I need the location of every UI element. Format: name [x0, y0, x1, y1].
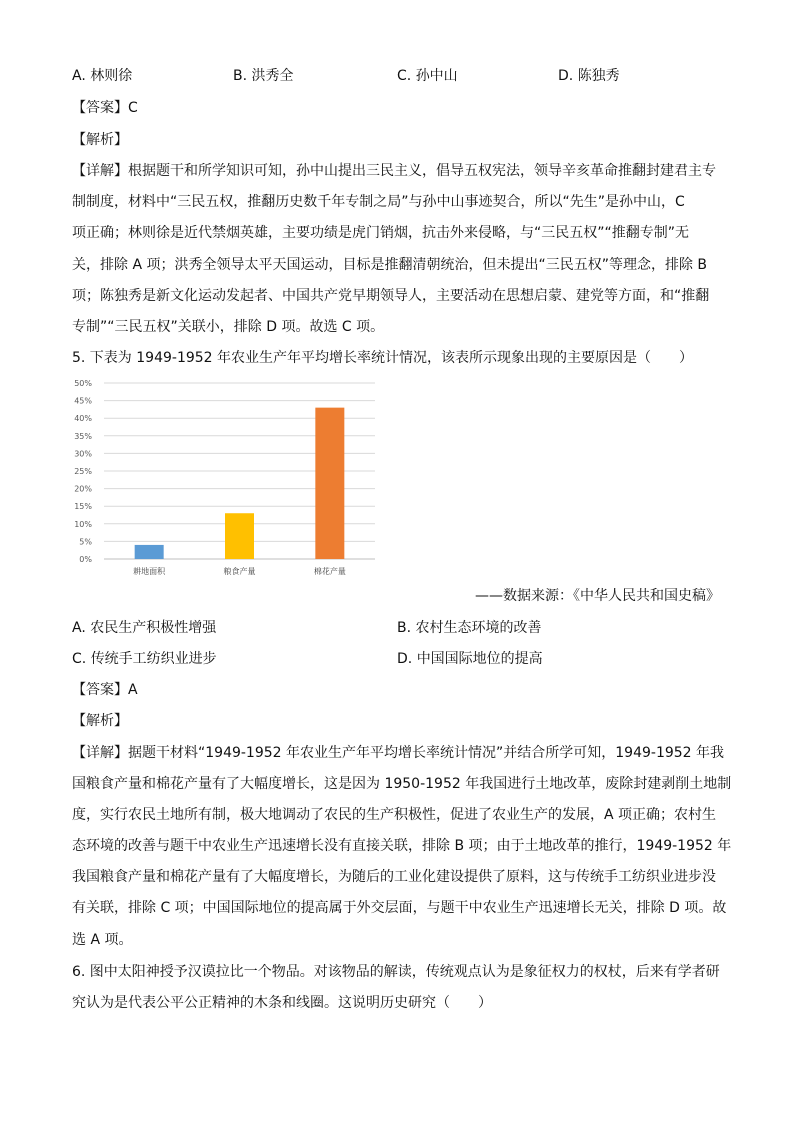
q5-stem: 5. 下表为 1949-1952 年农业生产年平均增长率统计情况，该表所示现象出现的主要原因是（ ） — [72, 350, 694, 366]
chart-y-axis — [74, 379, 92, 564]
chart-y-tick-label: 25% — [74, 467, 92, 476]
q5-detail-line: 我国粮食产量和棉花产量有了大幅度增长，为随后的工业化建设提供了原料，这与传统手工纺织业进步没 — [72, 869, 716, 885]
q6-stem-line: 究认为是代表公平公正精神的木条和线圈。这说明历史研究（ ） — [72, 995, 492, 1011]
q4-detail-line: 关，排除 A 项；洪秀全领导太平天国运动，目标是推翻清朝统治，但未提出“三民五权”等理念，排除 B — [72, 257, 708, 273]
q5-detail-line: 态环境的改善与题干中农业生产迅速增长没有直接关联，排除 B 项；由于土地改革的推行，1949-1952 年 — [72, 838, 732, 854]
q4-answer: 【答案】C — [72, 100, 138, 116]
q6-stem-line: 6. 图中太阳神授予汉谟拉比一个物品。对该物品的解读，传统观点认为是象征权力的权杖，后来有学者研 — [72, 964, 720, 980]
chart-y-tick-label: 20% — [74, 484, 92, 494]
q4-detail-line: 项正确；林则徐是近代禁烟英雄，主要功绩是虎门销烟，抗击外来侵略，与“三民五权”“推翻专制”无 — [72, 225, 690, 241]
q5-detail-line: 【详解】据题干材料“1949-1952 年农业生产年平均增长率统计情况”并结合所学可知，1949-1952 年我 — [72, 745, 725, 761]
chart-y-tick-label: 35% — [74, 431, 92, 441]
q4-detail-line: 项；陈独秀是新文化运动发起者、中国共产党早期领导人，主要活动在思想启蒙、建党等方面，和“推翻 — [72, 288, 710, 304]
q5-data-source: ——数据来源：《中华人民共和国史稿》 — [475, 588, 720, 604]
chart-bar — [315, 408, 344, 559]
q4-option-c: C. 孙中山 — [397, 68, 458, 84]
q4-option-a: A. 林则徐 — [72, 68, 133, 84]
chart-category-label: 棉花产量 — [313, 567, 346, 576]
q5-option-d: D. 中国国际地位的提高 — [397, 651, 543, 667]
q5-detail-line: 选 A 项。 — [72, 932, 133, 948]
q5-detail-line: 度，实行农民土地所有制，极大地调动了农民的生产积极性，促进了农业生产的发展，A 项正确；农村生 — [72, 807, 717, 823]
q4-detail-line: 【详解】根据题干和所学知识可知，孙中山提出三民主义，倡导五权宪法，领导辛亥革命推翻封建君主专 — [72, 163, 716, 179]
q5-detail-line: 国粮食产量和棉花产量有了大幅度增长，这是因为 1950-1952 年我国进行土地改革，废除封建剥削土地制 — [72, 776, 732, 792]
q4-option-b: B. 洪秀全 — [233, 68, 294, 84]
chart-bar — [225, 513, 254, 559]
q5-bar-chart — [72, 374, 382, 579]
chart-y-tick-label: 0% — [79, 555, 92, 564]
q5-detail-line: 有关联，排除 C 项；中国国际地位的提高属于外交层面，与题干中农业生产迅速增长无关，排除 D 项。故 — [72, 900, 727, 916]
chart-x-axis — [133, 566, 346, 576]
chart-y-tick-label: 45% — [74, 396, 92, 406]
q5-option-b: B. 农村生态环境的改善 — [397, 620, 542, 636]
q5-analysis-label: 【解析】 — [72, 713, 128, 729]
q4-detail-line: 制制度，材料中“三民五权，推翻历史数千年专制之局”与孙中山事迹契合，所以“先生”是孙中山，C — [72, 194, 685, 210]
q5-option-c: C. 传统手工纺织业进步 — [72, 651, 217, 667]
chart-y-tick-label: 40% — [74, 414, 92, 424]
q4-option-d: D. 陈独秀 — [558, 68, 620, 84]
chart-category-label: 粮食产量 — [223, 567, 256, 576]
chart-category-label: 耕地面积 — [133, 567, 166, 576]
q4-detail-line: 专制”“三民五权”关联小，排除 D 项。故选 C 项。 — [72, 319, 385, 335]
chart-bar — [135, 545, 164, 559]
chart-y-tick-label: 50% — [74, 379, 92, 388]
chart-y-tick-label: 15% — [74, 502, 92, 512]
q5-option-a: A. 农民生产积极性增强 — [72, 620, 217, 636]
chart-bars — [135, 408, 345, 559]
chart-y-tick-label: 30% — [74, 449, 92, 459]
chart-y-tick-label: 10% — [74, 519, 92, 529]
chart-y-tick-label: 5% — [79, 537, 92, 547]
q5-answer: 【答案】A — [72, 682, 138, 698]
q4-analysis-label: 【解析】 — [72, 132, 128, 148]
